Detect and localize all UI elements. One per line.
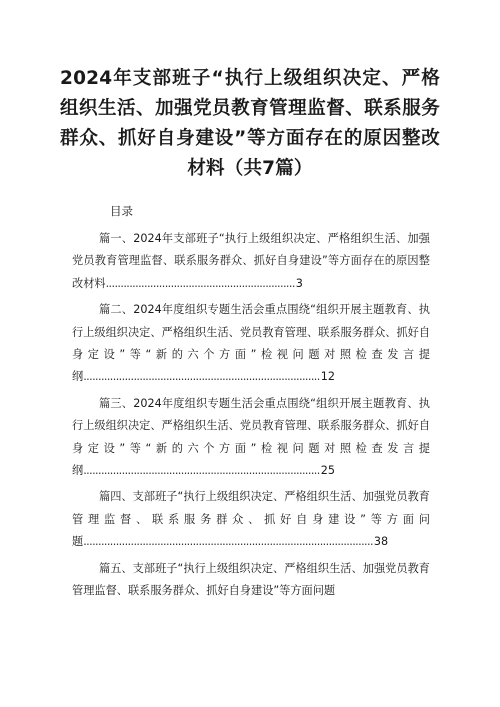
toc-entry-text: 篇五、支部班子“执行上级组织决定、严格组织生活、加强党员教育管理监督、联系服务群众、抓好自身建设”等方面问题: [72, 561, 430, 598]
document-title: 2024年支部班子“执行上级组织决定、严格组织生活、加强党员教育管理监督、联系服务群众、抓好自身建设”等方面存在的原因整改材料（共7篇）: [60, 68, 440, 179]
toc-page-number: 25: [320, 464, 335, 478]
page-bottom-margin: [0, 650, 500, 707]
toc-entry-3[interactable]: [72, 393, 430, 483]
table-of-contents: [72, 228, 430, 607]
toc-leader-dots: ................................................................................: [83, 464, 320, 478]
toc-entry-5[interactable]: [72, 558, 430, 603]
toc-heading: 目录: [110, 204, 133, 218]
toc-leader-dots: ..................................................................................................: [83, 535, 373, 549]
toc-entry-4[interactable]: [72, 486, 430, 553]
toc-page-number: 12: [320, 370, 335, 384]
toc-entry-text: 篇三、2024年度组织专题生活会重点围绕“组织开展主题教育、执行上级组织决定、严格组织生活、党员教育管理、联系服务群众、抓好自身定设”等“新的六个方面”检视问题对照检查发言提纲: [72, 396, 431, 478]
toc-page-number: 38: [373, 535, 389, 549]
toc-entry-text: 篇二、2024年度组织专题生活会重点围绕“组织开展主题教育、执行上级组织决定、严格组织生活、党员教育管理、联系服务群众、抓好自身定设”等“新的六个方面”检视问题对照检查发言提纲: [72, 303, 431, 384]
toc-page-number: 3: [295, 276, 303, 290]
toc-entry-text: 篇一、2024年支部班子“执行上级组织决定、严格组织生活、加强党员教育管理监督、联系服务群众、抓好自身建设”等方面存在的原因整改材料: [72, 232, 430, 290]
toc-leader-dots: ................................................................................: [83, 370, 320, 384]
toc-leader-dots: ................................................................: [105, 276, 295, 290]
toc-entry-text: 篇四、支部班子“执行上级组织决定、严格组织生活、加强党员教育管理监督、联系服务群众、抓好自身建设”等方面问题: [72, 490, 430, 549]
toc-entry-2[interactable]: [72, 299, 430, 389]
toc-page-number: [335, 584, 336, 597]
toc-entry-1[interactable]: [72, 228, 430, 295]
